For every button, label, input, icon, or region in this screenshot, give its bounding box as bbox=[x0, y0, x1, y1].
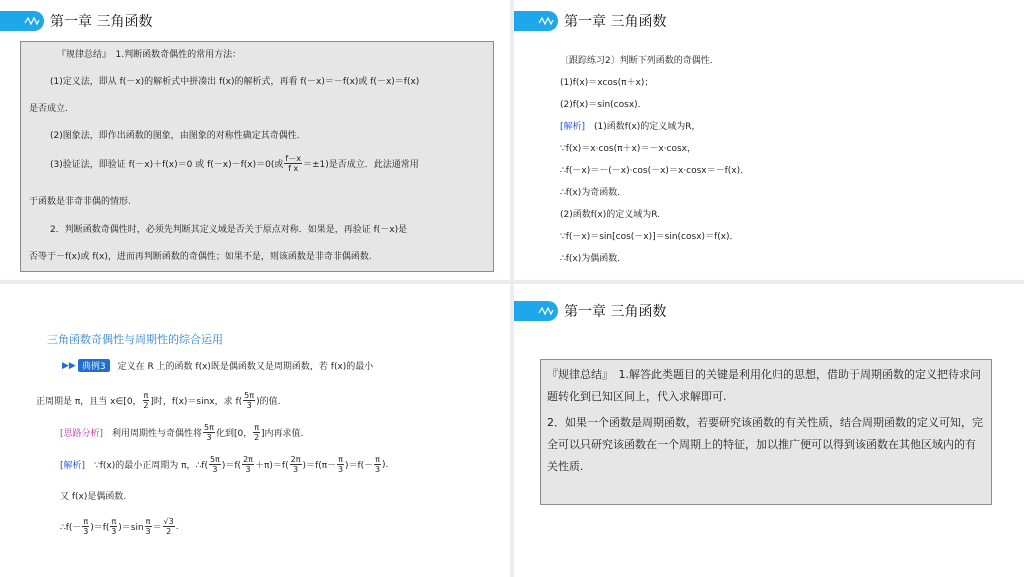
hint-text: 利用周期性与奇偶性将 bbox=[103, 429, 203, 439]
example-text: 定义在 R 上的函数 f(x)既是偶函数又是周期函数，若 f(x)的最小 bbox=[117, 362, 374, 372]
solution-text: )＝f(－ bbox=[344, 461, 374, 471]
exercise-line: (2)f(x)＝sin(cosx)． bbox=[560, 100, 647, 110]
chapter-title: 第一章 三角函数 bbox=[564, 304, 667, 320]
solution-line: 又 f(x)是偶函数. bbox=[60, 492, 127, 502]
slide-top-left bbox=[0, 0, 510, 280]
chapter-wave-icon bbox=[514, 11, 558, 31]
summary-text: (3)验证法，即验证 f(－x)＋f(x)＝0 或 f(－x)－f(x)＝0(或 bbox=[50, 160, 284, 170]
fraction-numerator: π bbox=[375, 455, 380, 464]
fraction-denominator: 2 bbox=[254, 433, 260, 442]
solution-text: ). bbox=[382, 459, 389, 470]
hint-tag: [思路分析] bbox=[60, 429, 104, 439]
fraction-numerator: 2π bbox=[243, 455, 253, 464]
solution-text: )＝f( bbox=[90, 523, 110, 533]
analysis-tag: [解析] bbox=[60, 461, 86, 471]
summary-line: 『规律总结』 1.判断函数奇偶性的常用方法： bbox=[57, 50, 242, 60]
slide-header bbox=[514, 8, 666, 34]
fraction-denominator: 2 bbox=[166, 527, 172, 536]
hint-text: 化到[0， bbox=[215, 429, 253, 439]
slide-bottom-right bbox=[514, 284, 1024, 577]
solution-line bbox=[60, 455, 388, 474]
slide-top-right bbox=[514, 0, 1024, 280]
fraction-denominator: 3 bbox=[145, 527, 151, 536]
exercise-line: 〔跟踪练习2〕判断下列函数的奇偶性． bbox=[560, 56, 719, 66]
solution-text: ＋π)＝f( bbox=[254, 461, 289, 471]
fraction-denominator: 3 bbox=[245, 465, 251, 474]
fraction-denominator: 3 bbox=[83, 527, 89, 536]
hint-text: ]内再求值. bbox=[261, 429, 304, 439]
fraction-numerator: √3 bbox=[163, 517, 174, 526]
summary-line: (1)定义法，即从 f(－x)的解析式中拼凑出 f(x)的解析式，再看 f(－x)＝－f(x)或 f(－x)＝f(x) bbox=[50, 77, 420, 87]
fraction-numerator: π bbox=[83, 517, 89, 526]
fraction-numerator: f－x bbox=[285, 154, 301, 163]
summary-line: 否等于－f(x)或 f(x)，进而再判断函数的奇偶性；如果不是，则该函数是非奇非偶函数. bbox=[29, 252, 372, 262]
2pi-over-3-fraction bbox=[290, 455, 302, 474]
fraction-denominator: 3 bbox=[375, 465, 381, 474]
fraction-denominator: 3 bbox=[111, 527, 117, 536]
exercise-line: (2)函数f(x)的定义域为R. bbox=[560, 210, 661, 220]
fraction-denominator: 2 bbox=[143, 401, 149, 410]
exercise-line: ∵f(x)＝x·cos(π＋x)＝－x·cosx， bbox=[560, 144, 696, 154]
solution-text: ＝ bbox=[152, 523, 162, 533]
sqrt3-over-2-fraction bbox=[163, 517, 175, 536]
chapter-title: 第一章 三角函数 bbox=[50, 14, 153, 30]
exercise-text: (1)函数f(x)的定义域为R， bbox=[585, 122, 701, 132]
section-title: 三角函数奇偶性与周期性的综合运用 bbox=[47, 333, 223, 346]
example-line bbox=[36, 391, 280, 410]
hint-line bbox=[60, 423, 303, 442]
solution-text: ∵f(x)的最小正周期为 π，∴f( bbox=[85, 461, 208, 471]
summary-paragraph: 『规律总结』 1.解答此类题目的关键是利用化归的思想，借助于周期函数的定义把待求问题转化到已知区间上，代入求解即可. bbox=[547, 368, 981, 403]
pi-over-3-fraction bbox=[374, 455, 381, 474]
summary-line bbox=[50, 154, 419, 173]
fraction-numerator: π bbox=[254, 423, 260, 432]
slide-bottom-left bbox=[0, 284, 510, 577]
analysis-tag: [解析] bbox=[560, 122, 586, 132]
exercise-line: (1)f(x)＝xcos(π＋x)； bbox=[560, 78, 654, 88]
fraction-denominator: 3 bbox=[293, 465, 299, 474]
solution-line bbox=[60, 517, 179, 536]
5pi-over-3-fraction bbox=[209, 455, 221, 474]
slide-header bbox=[514, 298, 666, 324]
exercise-line: ∵f(－x)＝sin[cos(－x)]＝sin(cosx)＝f(x)． bbox=[560, 232, 739, 242]
solution-text: ∴f(－ bbox=[60, 523, 82, 533]
example-line bbox=[62, 359, 373, 372]
chapter-title: 第一章 三角函数 bbox=[564, 14, 667, 30]
rule-summary-box bbox=[20, 41, 494, 272]
solution-text: )＝f(π－ bbox=[302, 461, 337, 471]
fraction-numerator: 2π bbox=[290, 455, 301, 464]
exercise-line: ∴f(x)为奇函数． bbox=[560, 188, 627, 198]
exercise-line: ∴f(－x)＝－(－x)·cos(－x)＝x·cosx＝－f(x)． bbox=[560, 166, 750, 176]
fraction-numerator: π bbox=[143, 391, 149, 400]
pi-over-3-fraction bbox=[337, 455, 344, 474]
pi-over-2-fraction bbox=[143, 391, 150, 410]
pi-over-2-fraction bbox=[253, 423, 260, 442]
fraction-numerator: π bbox=[145, 517, 151, 526]
rule-summary-box bbox=[540, 359, 992, 505]
slide-header bbox=[0, 8, 152, 34]
2pi-over-3-fraction bbox=[242, 455, 254, 474]
fraction-denominator: 3 bbox=[212, 465, 218, 474]
example-text: )的值. bbox=[256, 397, 281, 407]
summary-line: 于函数是非奇非偶的情形. bbox=[29, 197, 131, 207]
fraction-denominator: 3 bbox=[338, 465, 344, 474]
solution-text: . bbox=[175, 521, 179, 532]
example-text: 正周期是 π，且当 x∈[0， bbox=[36, 397, 142, 407]
ratio-fraction bbox=[284, 154, 302, 173]
summary-line: 是否成立. bbox=[29, 104, 68, 114]
fraction-denominator: 3 bbox=[206, 433, 212, 442]
example-tag: 典例3 bbox=[78, 359, 110, 372]
fraction-denominator: 3 bbox=[246, 401, 252, 410]
fraction-numerator: π bbox=[338, 455, 343, 464]
pi-over-3-fraction bbox=[82, 517, 89, 536]
exercise-line: ∴f(x)为偶函数． bbox=[560, 254, 627, 264]
fraction-numerator: 5π bbox=[204, 423, 214, 432]
summary-line: (2)图象法，即作出函数的图象，由图象的对称性确定其奇偶性. bbox=[50, 131, 300, 141]
summary-text: ＝±1)是否成立．此法通常用 bbox=[302, 160, 419, 170]
pi-over-3-fraction bbox=[145, 517, 152, 536]
example-text: ]时，f(x)＝sinx，求 f( bbox=[150, 397, 243, 407]
fraction-numerator: π bbox=[111, 517, 117, 526]
fraction-numerator: 5π bbox=[209, 455, 220, 464]
exercise-line bbox=[560, 119, 701, 132]
fraction-numerator: 5π bbox=[244, 391, 255, 400]
double-arrow-icon: ▶▶ bbox=[62, 360, 76, 371]
solution-text: )＝sin bbox=[118, 523, 144, 533]
summary-line: 2．判断函数奇偶性时，必须先判断其定义域是否关于原点对称．如果是，再验证 f(－x)是 bbox=[50, 225, 408, 235]
5pi-over-3-fraction bbox=[203, 423, 215, 442]
chapter-wave-icon bbox=[0, 11, 44, 31]
solution-text: )＝f( bbox=[221, 461, 242, 471]
5pi-over-3-fraction bbox=[243, 391, 255, 410]
fraction-denominator: f x bbox=[288, 164, 299, 173]
chapter-wave-icon bbox=[514, 301, 558, 321]
pi-over-3-fraction bbox=[110, 517, 117, 536]
summary-paragraph: 2．如果一个函数是周期函数，若要研究该函数的有关性质，结合周期函数的定义可知，完全可以只研究该函数在一个周期上的特征，加以推广便可以得到该函数在其他区域内的有关性质. bbox=[547, 416, 983, 473]
